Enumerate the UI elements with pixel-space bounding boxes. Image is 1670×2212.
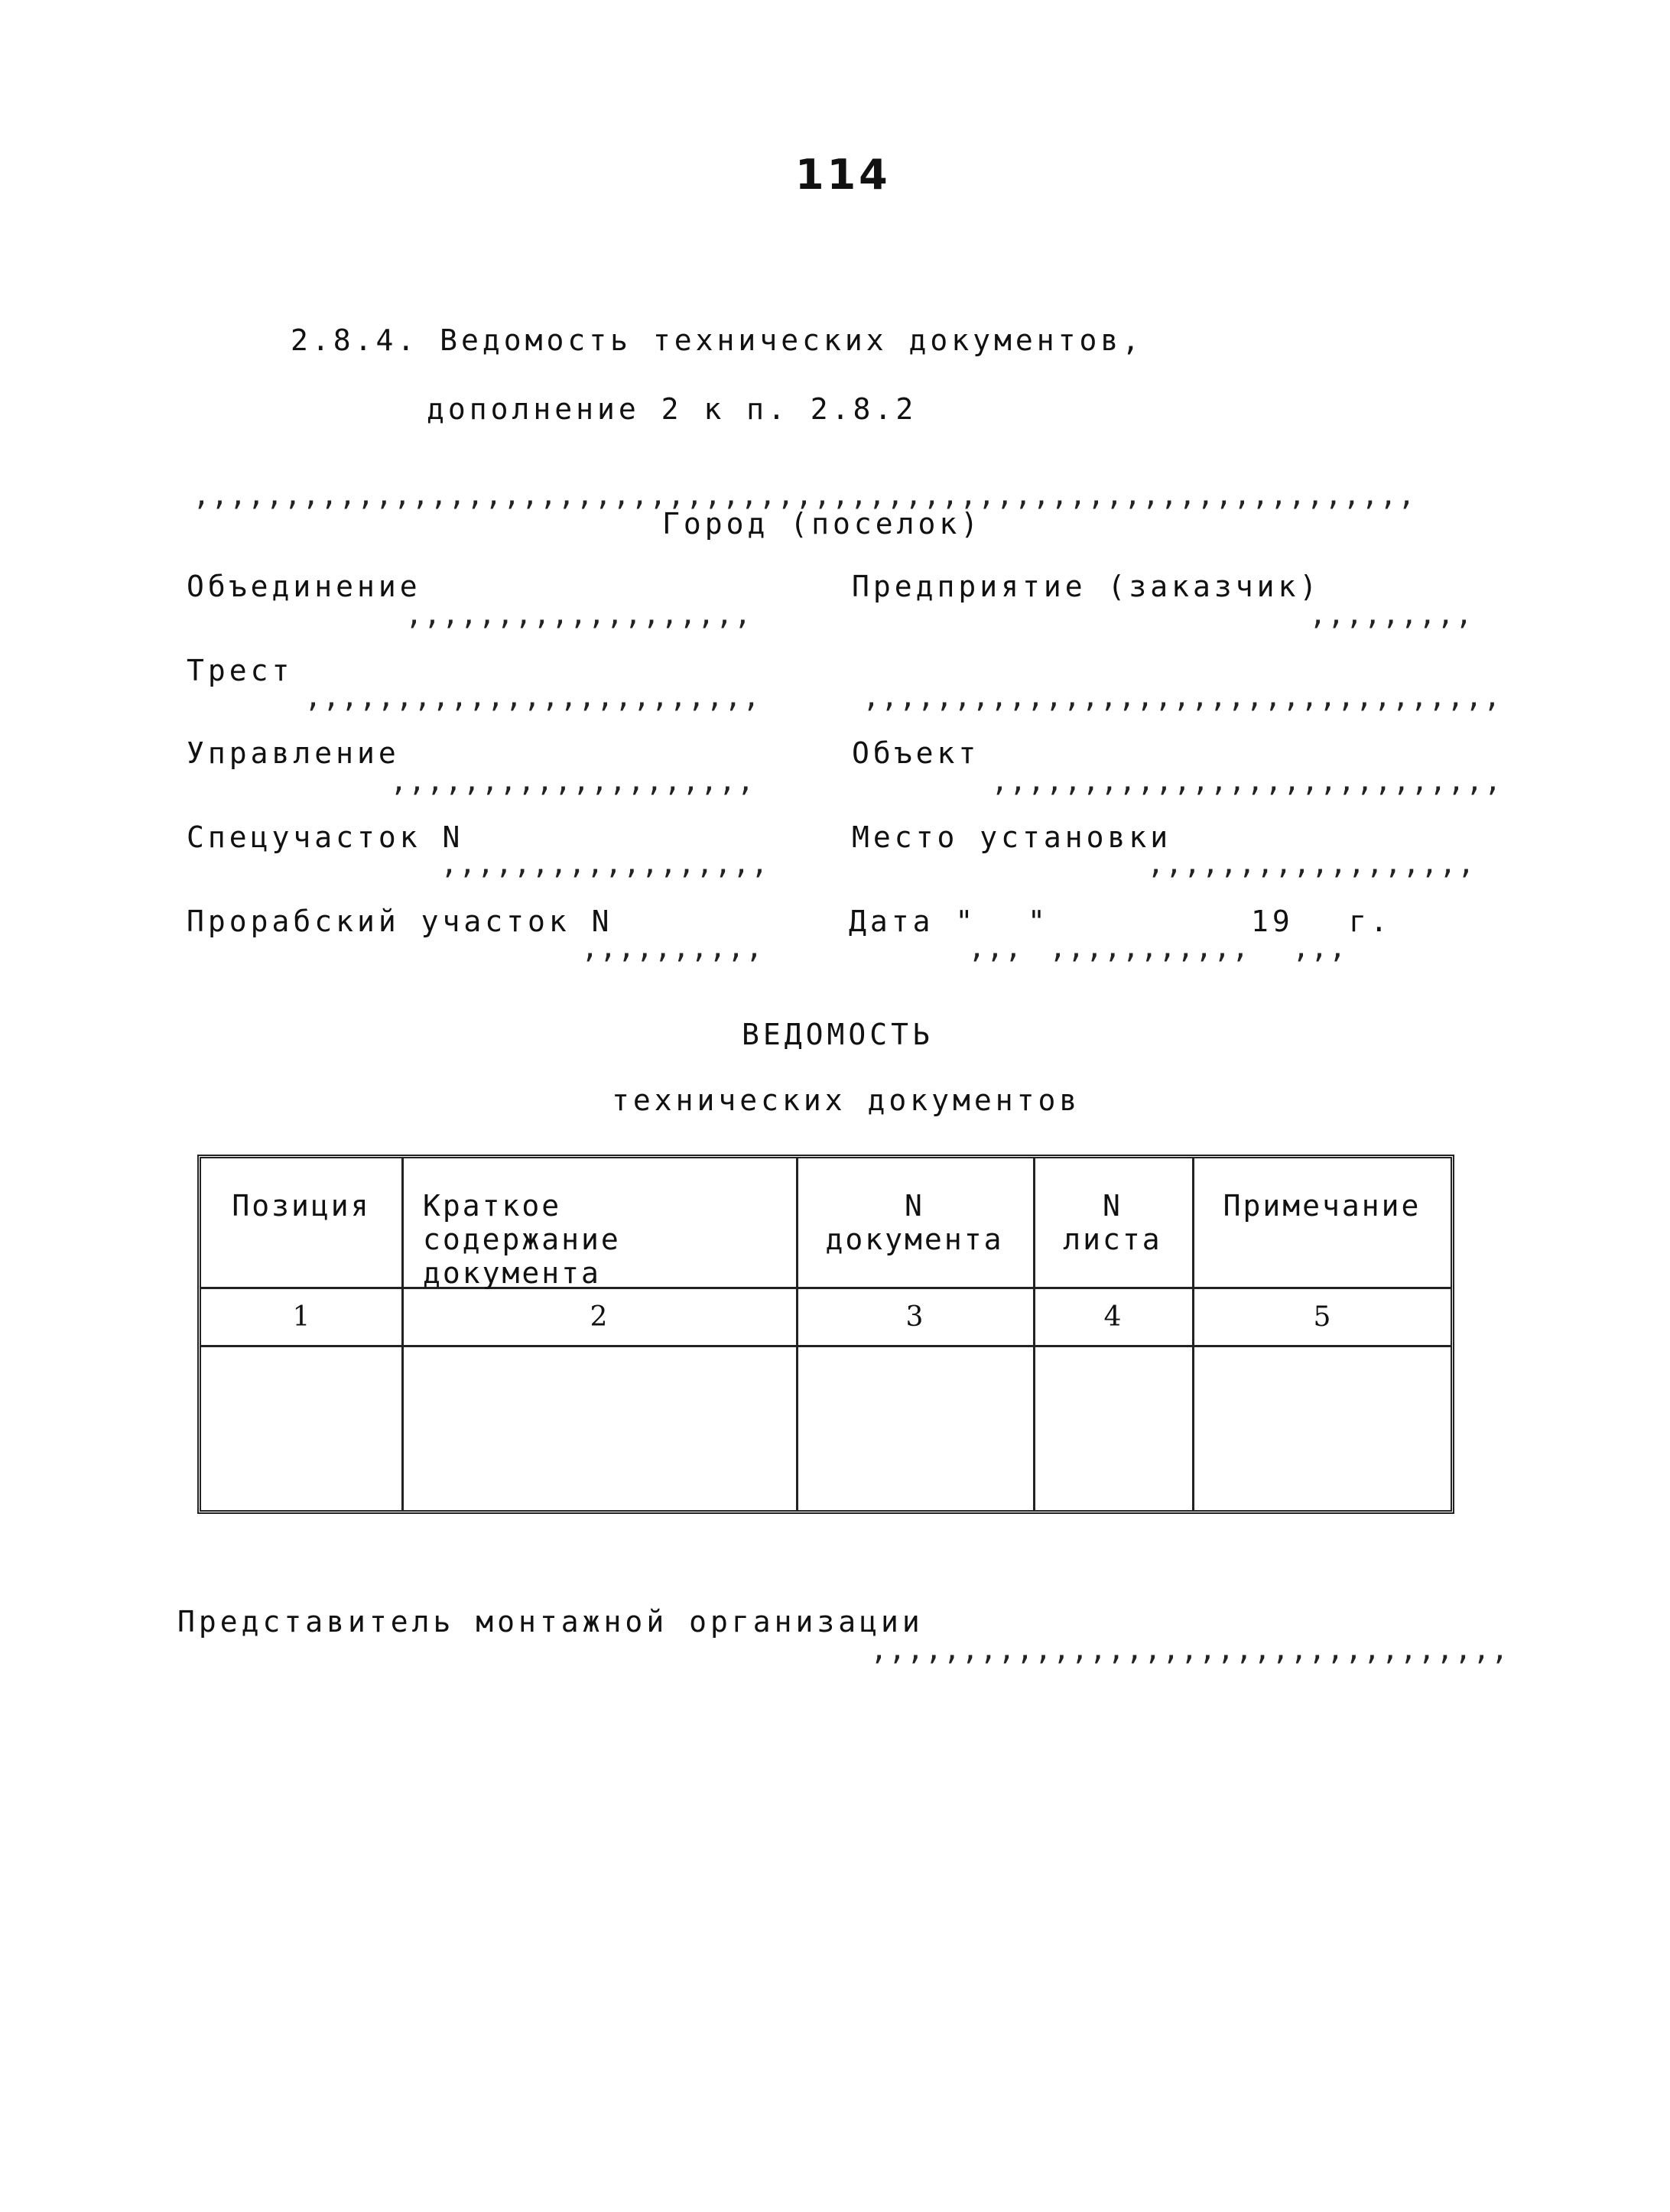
header-position: Позиция	[232, 1189, 371, 1223]
special-section-label: Спецучасток N	[187, 820, 464, 854]
date-close-quote: "	[1028, 905, 1049, 938]
header-divider	[201, 1287, 1451, 1289]
column-number-4: 4	[1103, 1301, 1122, 1333]
date-day-fill: ,,,	[968, 931, 1023, 964]
column-number-5: 5	[1313, 1301, 1331, 1333]
header-document-number: N документа	[825, 1189, 1004, 1256]
header-sheet-number: N листа	[1063, 1189, 1162, 1256]
enterprise-label: Предприятие (заказчик)	[852, 570, 1321, 603]
document-title: ВЕДОМОСТЬ	[742, 1018, 934, 1051]
foreman-section-fill-line: ,,,,,,,,,,	[581, 931, 764, 964]
section-heading-line2: дополнение 2 к п. 2.8.2	[427, 392, 918, 426]
association-label: Объединение	[187, 570, 421, 603]
column-number-3: 3	[905, 1301, 924, 1333]
representative-fill-line: ,,,,,,,,,,,,,,,,,,,,,,,,,,,,,,,,,,,	[870, 1632, 1509, 1666]
association-fill-line: ,,,,,,,,,,,,,,,,,,,	[405, 597, 752, 631]
install-place-fill-line: ,,,,,,,,,,,,,,,,,,	[1147, 846, 1476, 880]
section-heading-line1: 2.8.4. Ведомость технических документов,	[291, 323, 1144, 357]
trust-fill-line: ,,,,,,,,,,,,,,,,,,,,,,,,,	[304, 680, 761, 713]
date-month-fill: ,,,,,,,,,,,	[1049, 931, 1250, 964]
special-section-fill-line: ,,,,,,,,,,,,,,,,,,	[440, 846, 769, 880]
foreman-section-label: Прорабский участок N	[187, 905, 613, 938]
date-year: 19	[1251, 905, 1294, 938]
department-label: Управление	[187, 736, 400, 770]
column-number-1: 1	[292, 1301, 310, 1333]
trust-label: Трест	[187, 654, 294, 687]
object-fill-line: ,,,,,,,,,,,,,,,,,,,,,,,,,,,,	[991, 764, 1503, 797]
numbering-divider	[201, 1345, 1451, 1347]
city-label: Город (поселок)	[662, 507, 983, 541]
page-number: 114	[795, 151, 891, 199]
date-label: Дата "	[849, 905, 977, 938]
date-suffix: г.	[1349, 905, 1392, 938]
document-subtitle: технических документов	[612, 1083, 1081, 1117]
city-fill-line: ,,,,,,,,,,,,,,,,,,,,,,,,,,,,,,,,,,,,,,,,,,,,,,,,,,,,,,,,,,,,,,,,,,,	[193, 478, 1416, 512]
column-number-2: 2	[590, 1301, 608, 1333]
date-year-fill: ,,,	[1292, 931, 1347, 964]
department-fill-line: ,,,,,,,,,,,,,,,,,,,,	[390, 764, 755, 797]
representative-label: Представитель монтажной организации	[177, 1605, 924, 1639]
enterprise-fill-line-2: ,,,,,,,,,,,,,,,,,,,,,,,,,,,,,,,,,,,	[863, 680, 1502, 713]
object-label: Объект	[852, 736, 980, 770]
column-divider	[401, 1158, 404, 1510]
header-summary: Краткое содержание документа	[423, 1189, 621, 1290]
enterprise-fill-line: ,,,,,,,,,	[1309, 597, 1473, 631]
header-note: Примечание	[1223, 1189, 1421, 1223]
install-place-label: Место установки	[852, 820, 1172, 854]
documents-table	[197, 1155, 1454, 1514]
